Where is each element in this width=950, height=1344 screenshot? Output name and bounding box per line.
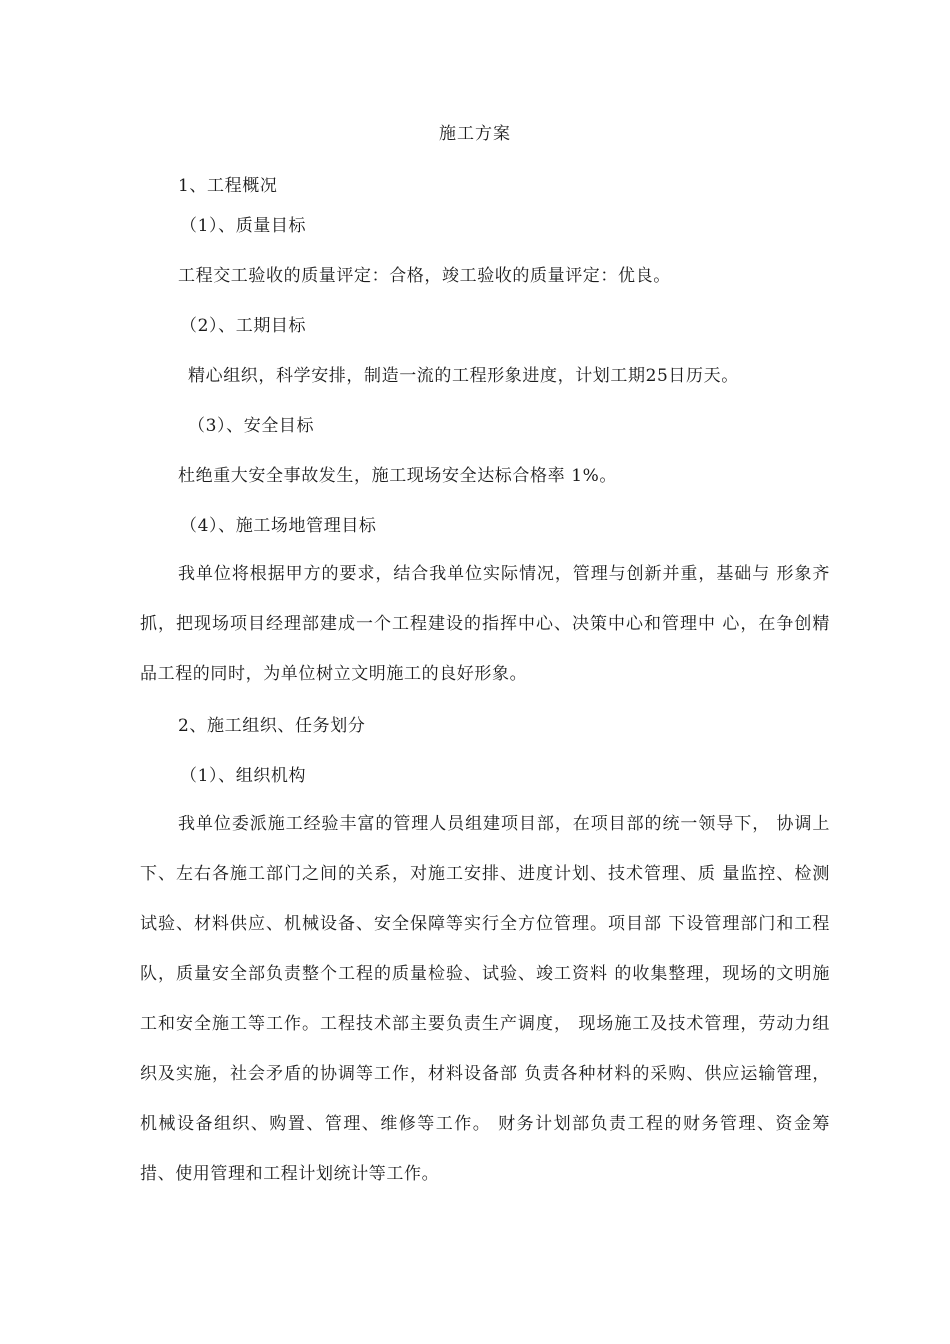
paragraph-site-management: 我单位将根据甲方的要求，结合我单位实际情况，管理与创新并重，基础与 形象齐抓，把现场项目经理部建成一个工程建设的指挥中心、决策中心和管理中 心，在争创精品工程的同时，为单位树立文明施工的良好形象。 [140,564,830,684]
subheading-site-management-target: （4）、施工场地管理目标 [180,516,377,536]
paragraph-safety-target: 杜绝重大安全事故发生，施工现场安全达标合格率 1%。 [178,466,617,486]
section-heading-construction-organization: 2、施工组织、任务划分 [178,716,366,736]
subheading-safety-target: （3）、安全目标 [188,416,315,436]
subheading-schedule-target: （2）、工期目标 [180,316,307,336]
section-heading-project-overview: 1、工程概况 [178,176,278,196]
paragraph-schedule-target: 精心组织，科学安排，制造一流的工程形象进度，计划工期25日历天。 [188,366,739,386]
subheading-quality-target: （1）、质量目标 [180,216,307,236]
subheading-organization-structure: （1）、组织机构 [180,766,307,786]
paragraph-organization-structure: 我单位委派施工经验丰富的管理人员组建项目部，在项目部的统一领导下， 协调上下、左右各施工部门之间的关系，对施工安排、进度计划、技术管理、质 量监控、检测试验、材料供应、机械设备、安全保障等实行全方位管理。项目部 下设管理部门和工程队，质量安全部负责整个工程的质量检验、试验、竣工资料 的收集整理，现场的文明施工和安全施工等工作。工程技术部主要负责生产调度， 现场施工及技术管理，劳动力组织及实施，社会矛盾的协调等工作，材料设备部 负责各种材料的采购、供应运输管理，机械设备组织、购置、管理、维修等工作。 财务计划部负责工程的财务管理、资金筹措、使用管理和工程计划统计等工作。 [140,814,830,1184]
document-title: 施工方案 [439,124,511,144]
paragraph-quality-target: 工程交工验收的质量评定：合格，竣工验收的质量评定：优良。 [178,266,671,286]
